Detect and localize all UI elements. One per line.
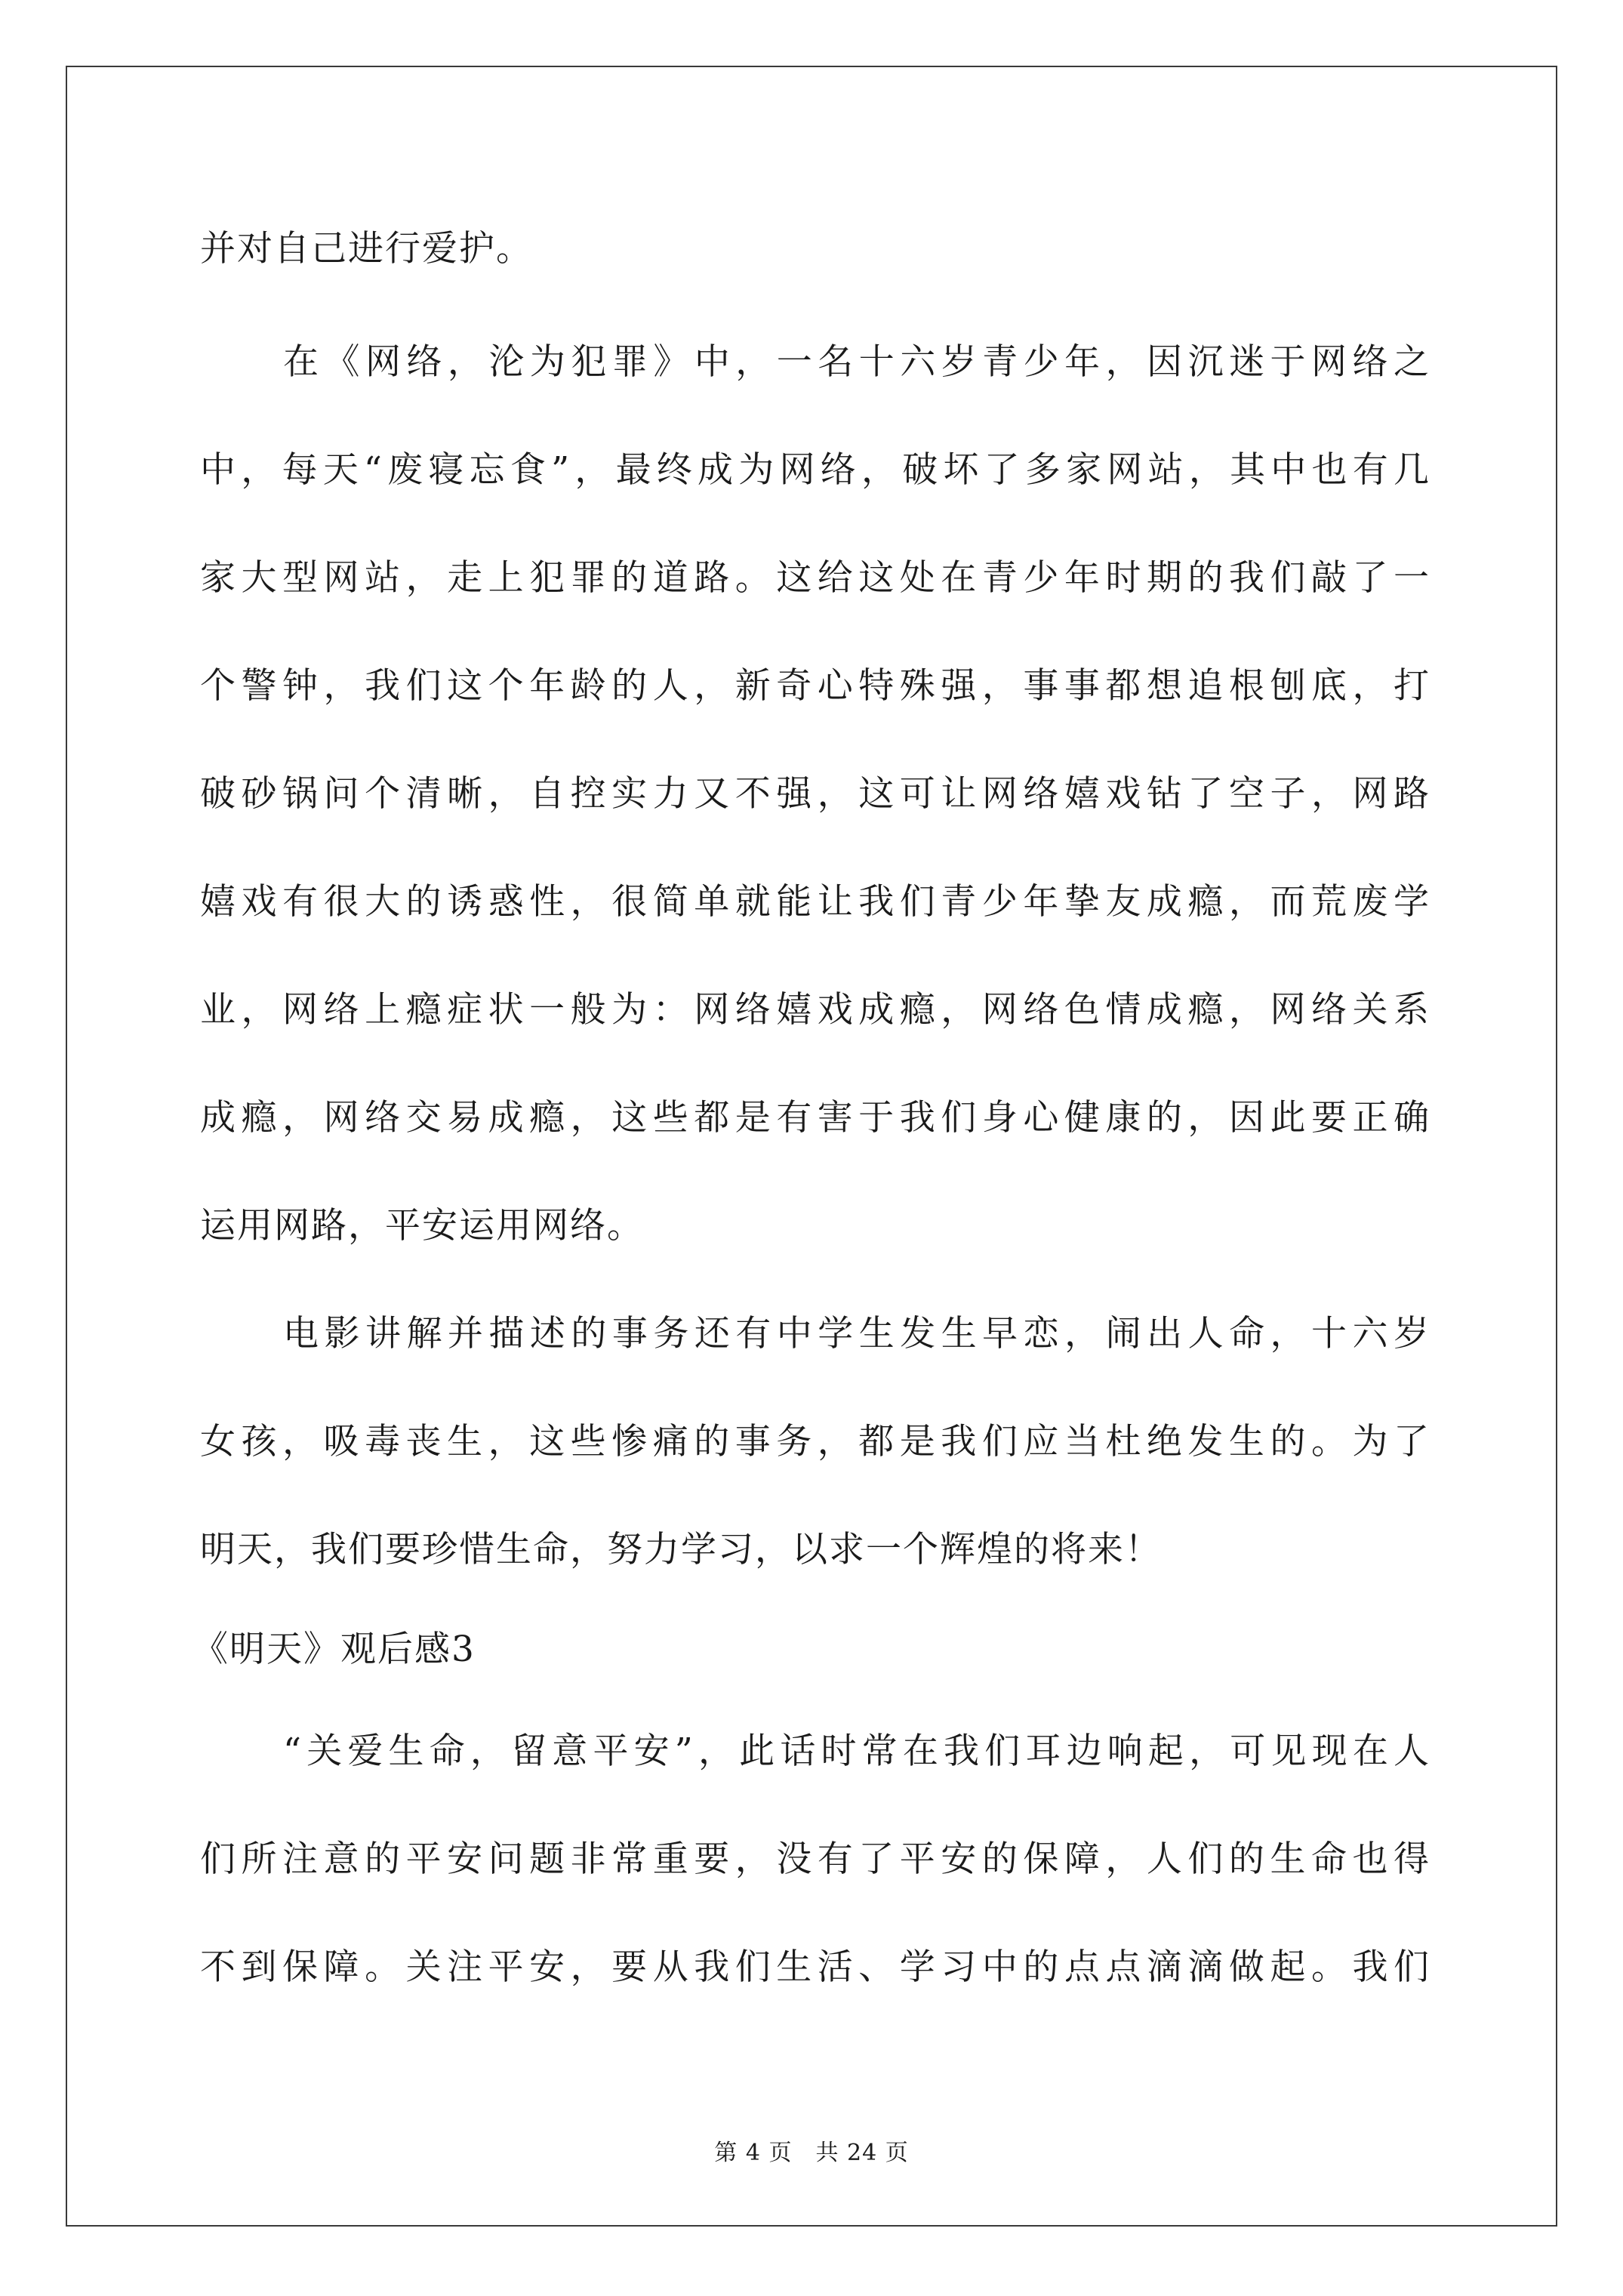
text-line: 女孩，吸毒丧生，这些惨痛的事务，都是我们应当杜绝发生的。为了 — [200, 1421, 1431, 1462]
text-line: 不到保障。关注平安，要从我们生活、学习中的点点滴滴做起。我们 — [200, 1946, 1431, 1988]
text-line: 们所注意的平安问题非常重要，没有了平安的保障，人们的生命也得 — [200, 1838, 1431, 1880]
text-line: 成瘾，网络交易成瘾，这些都是有害于我们身心健康的，因此要正确 — [200, 1097, 1431, 1139]
text-line: 个警钟，我们这个年龄的人，新奇心特殊强，事事都想追根刨底，打 — [200, 665, 1431, 707]
page-number-footer: 第 4 页 共 24 页 — [714, 2140, 909, 2166]
text-line: 运用网路，平安运用网络。 — [200, 1205, 644, 1247]
text-line: 中，每天“废寝忘食”，最终成为网络，破坏了多家网站，其中也有几 — [200, 449, 1431, 491]
section-heading: 《明天》观后感3 — [192, 1629, 476, 1670]
text-line: 家大型网站，走上犯罪的道路。这给这处在青少年时期的我们敲了一 — [200, 557, 1431, 599]
text-line: 并对自己进行爱护。 — [200, 228, 533, 270]
text-line: 破砂锅问个清晰，自控实力又不强，这可让网络嬉戏钻了空子，网路 — [200, 773, 1431, 815]
text-line: 电影讲解并描述的事务还有中学生发生早恋，闹出人命，十六岁 — [283, 1313, 1431, 1354]
text-line: 在《网络，沦为犯罪》中，一名十六岁青少年，因沉迷于网络之 — [283, 341, 1431, 383]
text-line: 明天，我们要珍惜生命，努力学习，以求一个辉煌的将来！ — [200, 1529, 1162, 1570]
text-line: 嬉戏有很大的诱惑性，很简单就能让我们青少年挚友成瘾，而荒废学 — [200, 881, 1431, 923]
page-border — [66, 66, 1557, 2227]
text-line: 业，网络上瘾症状一般为：网络嬉戏成瘾，网络色情成瘾，网络关系 — [200, 989, 1431, 1031]
text-line: “关爱生命，留意平安”，此话时常在我们耳边响起，可见现在人 — [283, 1730, 1431, 1772]
